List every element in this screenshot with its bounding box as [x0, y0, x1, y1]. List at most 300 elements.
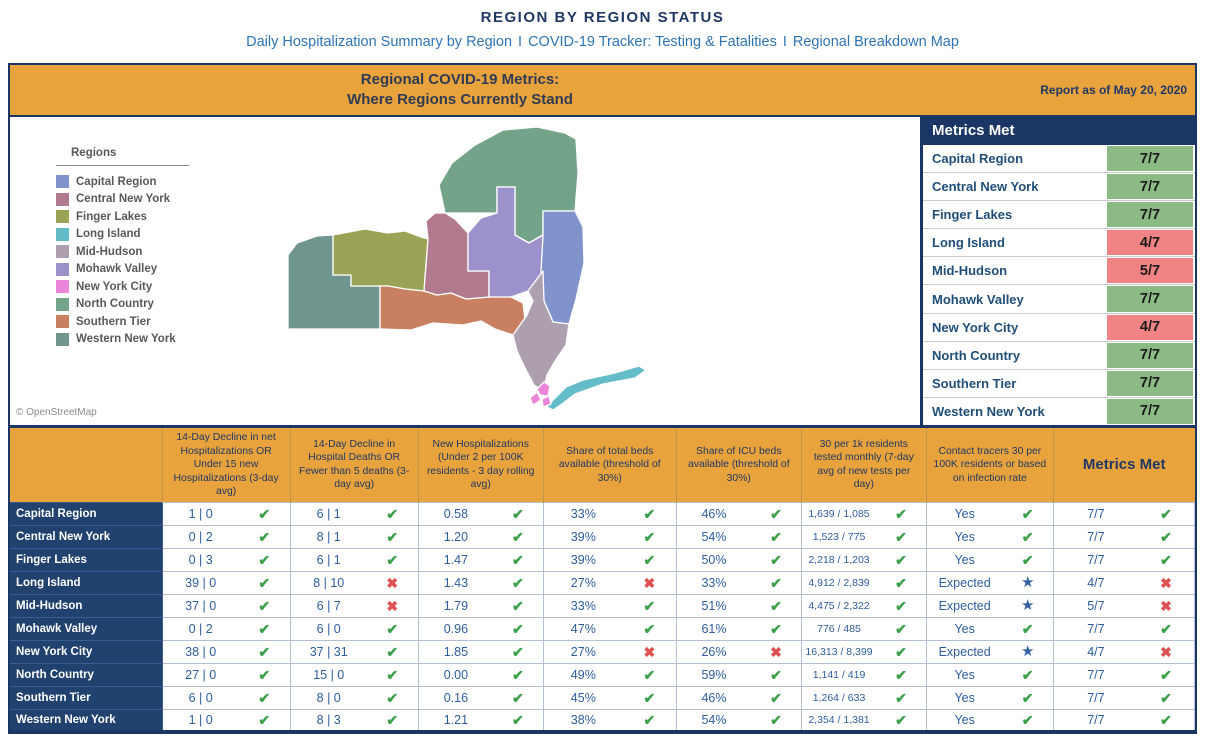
- ny-map: [285, 123, 650, 423]
- check-icon: ✔: [770, 689, 782, 706]
- check-icon: ✔: [1021, 505, 1034, 522]
- table-row-capital-region: [10, 502, 1195, 525]
- table-cell: [801, 548, 926, 571]
- metrics-met-region-label: New York City: [932, 319, 1019, 335]
- cell-value: 39 | 0: [185, 575, 217, 590]
- table-cell: [418, 640, 543, 663]
- banner-title: [10, 70, 910, 111]
- metrics-met-region-label: Finger Lakes: [932, 207, 1013, 223]
- table-cell: [543, 640, 676, 663]
- map-region-long-island[interactable]: [547, 366, 646, 410]
- table-cell: [290, 502, 418, 525]
- cell-value: 49%: [570, 667, 596, 682]
- table-cell: [162, 663, 290, 686]
- cell-value: 33%: [570, 506, 596, 521]
- banner-title-line1: Regional COVID-19 Metrics:: [360, 70, 560, 88]
- check-icon: ✔: [1021, 620, 1034, 637]
- table-cell: [162, 709, 290, 732]
- cell-value: 38 | 0: [185, 644, 217, 659]
- table-cell: [162, 594, 290, 617]
- cell-value: 0 | 2: [188, 529, 213, 544]
- table-cell: [290, 525, 418, 548]
- metrics-met-row-north-country: [923, 342, 1195, 370]
- metrics-met-row-southern-tier: [923, 370, 1195, 398]
- check-icon: ✔: [258, 597, 271, 614]
- legend-swatch-icon: [56, 263, 69, 276]
- metrics-met-row-central-new-york: [923, 173, 1195, 201]
- table-cell: [543, 548, 676, 571]
- table-cell: [162, 617, 290, 640]
- check-icon: ✔: [770, 666, 782, 683]
- table-cell: [418, 571, 543, 594]
- table-cell: [418, 663, 543, 686]
- map-region-new-york-city[interactable]: [530, 382, 551, 407]
- table-cell: [290, 663, 418, 686]
- table-body: [10, 502, 1195, 732]
- table-cell: [418, 502, 543, 525]
- cell-value: 6 | 0: [316, 621, 341, 636]
- table-cell: [543, 686, 676, 709]
- check-icon: ✔: [512, 689, 524, 706]
- cell-value: 4,475 / 2,322: [808, 599, 870, 612]
- check-icon: ✔: [1021, 689, 1034, 706]
- cell-value: 0.16: [443, 690, 469, 705]
- table-cell: [926, 548, 1053, 571]
- table-cell: [801, 594, 926, 617]
- check-icon: ✔: [512, 597, 524, 614]
- check-icon: ✔: [643, 597, 656, 614]
- cell-value: 0.96: [443, 621, 469, 636]
- cell-value: 61%: [701, 621, 727, 636]
- cell-value: 8 | 3: [316, 712, 341, 727]
- check-icon: ✔: [770, 505, 782, 522]
- nav-links: [0, 34, 1205, 50]
- metrics-met-region-label: Mid-Hudson: [932, 263, 1008, 279]
- check-icon: ✔: [643, 505, 656, 522]
- table-cell: [676, 502, 801, 525]
- check-icon: ✔: [386, 620, 399, 637]
- map-attribution: © OpenStreetMap: [16, 407, 97, 418]
- nav-link-separator: I: [782, 34, 787, 50]
- table-header-row: [10, 427, 1195, 503]
- legend-item-mohawk-valley: [56, 261, 189, 279]
- cell-value: 7/7: [1087, 552, 1105, 567]
- table-cell: [162, 571, 290, 594]
- cell-value: 1.47: [443, 552, 469, 567]
- table-cell: [801, 663, 926, 686]
- map-legend-items: [56, 173, 189, 348]
- cell-value: 1.21: [443, 712, 469, 727]
- table-cell: [162, 686, 290, 709]
- legend-item-new-york-city: [56, 278, 189, 296]
- metrics-met-row-capital-region: [923, 145, 1195, 173]
- table-cell: [290, 686, 418, 709]
- cell-value: 7/7: [1087, 506, 1105, 521]
- cell-value: Yes: [954, 529, 975, 544]
- cell-value: 27%: [570, 575, 596, 590]
- table-cell: [543, 525, 676, 548]
- cell-value: 6 | 0: [188, 690, 213, 705]
- cell-value: Yes: [954, 690, 975, 705]
- x-icon: ✖: [1160, 574, 1172, 591]
- check-icon: ✔: [258, 666, 271, 683]
- table-cell: [290, 594, 418, 617]
- check-icon: ✔: [386, 689, 399, 706]
- metrics-met-row-finger-lakes: [923, 201, 1195, 229]
- table-cell: [1053, 640, 1194, 663]
- cell-value: 1,141 / 419: [812, 668, 866, 681]
- star-icon: ★: [1020, 574, 1035, 592]
- cell-value: 51%: [701, 598, 727, 613]
- check-icon: ✔: [386, 528, 399, 545]
- table-cell: [801, 640, 926, 663]
- table-cell: [418, 594, 543, 617]
- check-icon: ✔: [1160, 528, 1172, 545]
- page-title: REGION BY REGION STATUS: [480, 9, 725, 26]
- table-cell: [543, 617, 676, 640]
- legend-swatch-icon: [56, 175, 69, 188]
- table-cell: [290, 709, 418, 732]
- table-row-long-island: [10, 571, 1195, 594]
- page-header: [0, 0, 1205, 50]
- metrics-met-panel: [923, 117, 1195, 425]
- cell-value: 7/7: [1087, 712, 1105, 727]
- table-cell: [1053, 525, 1194, 548]
- check-icon: ✔: [386, 551, 399, 568]
- table-cell: [801, 525, 926, 548]
- cell-value: 7/7: [1087, 667, 1105, 682]
- table-cell: [1053, 617, 1194, 640]
- table-region-label: Southern Tier: [10, 686, 162, 709]
- table-cell: [543, 594, 676, 617]
- metrics-met-region-label: Western New York: [932, 403, 1045, 419]
- x-icon: ✖: [1160, 643, 1172, 660]
- check-icon: ✔: [386, 711, 399, 728]
- cell-value: 1,639 / 1,085: [808, 507, 870, 520]
- check-icon: ✔: [1160, 620, 1172, 637]
- cell-value: 1.79: [443, 598, 469, 613]
- legend-divider: [56, 165, 189, 166]
- star-icon: ★: [1020, 597, 1035, 615]
- legend-item-western-new-york: [56, 331, 189, 349]
- nav-link-covid-tracker[interactable]: COVID-19 Tracker: Testing & Fatalities: [528, 34, 777, 50]
- table-cell: [801, 709, 926, 732]
- metrics-met-score-badge: 7/7: [1107, 174, 1193, 199]
- table-row-new-york-city: [10, 640, 1195, 663]
- table-cell: [926, 640, 1053, 663]
- check-icon: ✔: [386, 666, 399, 683]
- legend-swatch-icon: [56, 315, 69, 328]
- legend-label: Central New York: [76, 193, 171, 206]
- legend-item-long-island: [56, 226, 189, 244]
- check-icon: ✔: [258, 689, 271, 706]
- table-cell: [926, 525, 1053, 548]
- nav-link-regional-breakdown-map[interactable]: Regional Breakdown Map: [792, 34, 959, 50]
- table-row-western-new-york: [10, 709, 1195, 732]
- cell-value: 15 | 0: [313, 667, 345, 682]
- legend-label: Long Island: [76, 228, 141, 241]
- table-cell: [926, 686, 1053, 709]
- table-region-label: Finger Lakes: [10, 548, 162, 571]
- table-cell: [162, 640, 290, 663]
- cell-value: 39%: [570, 552, 596, 567]
- table-cell: [162, 502, 290, 525]
- legend-label: North Country: [76, 298, 154, 311]
- check-icon: ✔: [1160, 505, 1172, 522]
- table-cell: [926, 709, 1053, 732]
- metrics-met-score-badge: 7/7: [1107, 202, 1193, 227]
- x-icon: ✖: [386, 597, 399, 614]
- check-icon: ✔: [770, 528, 782, 545]
- nav-link-separator: I: [518, 34, 523, 50]
- cell-value: 7/7: [1087, 529, 1105, 544]
- check-icon: ✔: [386, 643, 399, 660]
- table-cell: [1053, 548, 1194, 571]
- metrics-met-score-badge: 4/7: [1107, 230, 1193, 255]
- check-icon: ✔: [1160, 551, 1172, 568]
- legend-label: Mid-Hudson: [76, 245, 143, 258]
- table-region-label: Central New York: [10, 525, 162, 548]
- check-icon: ✔: [643, 689, 656, 706]
- map-region-capital-region[interactable]: [541, 211, 584, 324]
- check-icon: ✔: [643, 711, 656, 728]
- metrics-met-panel-rows: [923, 145, 1195, 425]
- banner-title-line2: Where Regions Currently Stand: [347, 91, 573, 108]
- check-icon: ✔: [770, 574, 782, 591]
- metrics-met-score-badge: 7/7: [1107, 286, 1193, 311]
- table-header-col-1: 14-Day Decline in net Hospitalizations OR Under 15 new Hospitalizations (3-day avg): [162, 427, 290, 503]
- table-cell: [676, 617, 801, 640]
- cell-value: Yes: [954, 552, 975, 567]
- cell-value: 54%: [701, 529, 727, 544]
- cell-value: 46%: [701, 690, 727, 705]
- legend-label: Capital Region: [76, 175, 157, 188]
- check-icon: ✔: [770, 551, 782, 568]
- metrics-met-score-badge: 5/7: [1107, 258, 1193, 283]
- table-region-label: Mid-Hudson: [10, 594, 162, 617]
- check-icon: ✔: [1021, 711, 1034, 728]
- check-icon: ✔: [1160, 689, 1172, 706]
- map-and-metrics-section: [10, 115, 1195, 425]
- cell-value: 45%: [570, 690, 596, 705]
- table-cell: [1053, 686, 1194, 709]
- table-row-north-country: [10, 663, 1195, 686]
- table-row-mohawk-valley: [10, 617, 1195, 640]
- cell-value: 8 | 1: [316, 529, 341, 544]
- table-cell: [676, 709, 801, 732]
- metrics-met-score-badge: 7/7: [1107, 343, 1193, 368]
- x-icon: ✖: [1160, 597, 1172, 614]
- metrics-met-panel-header: Metrics Met: [923, 117, 1195, 145]
- banner: [10, 65, 1195, 115]
- table-cell: [1053, 571, 1194, 594]
- x-icon: ✖: [770, 643, 782, 660]
- check-icon: ✔: [770, 597, 782, 614]
- cell-value: 4/7: [1087, 644, 1105, 659]
- cell-value: Expected: [938, 644, 991, 659]
- table-region-label: Long Island: [10, 571, 162, 594]
- check-icon: ✔: [895, 574, 907, 591]
- cell-value: 39%: [570, 529, 596, 544]
- cell-value: 776 / 485: [817, 622, 861, 635]
- cell-value: 37 | 0: [185, 598, 217, 613]
- check-icon: ✔: [512, 551, 524, 568]
- metrics-met-score-badge: 7/7: [1107, 371, 1193, 396]
- cell-value: 7/7: [1087, 690, 1105, 705]
- map-legend: [56, 147, 189, 348]
- cell-value: 33%: [570, 598, 596, 613]
- cell-value: 0.00: [443, 667, 469, 682]
- table-cell: [676, 594, 801, 617]
- metrics-met-region-label: Mohawk Valley: [932, 291, 1024, 307]
- table-cell: [1053, 663, 1194, 686]
- table-cell: [926, 617, 1053, 640]
- cell-value: 6 | 1: [316, 506, 341, 521]
- table-cell: [162, 548, 290, 571]
- table-row-mid-hudson: [10, 594, 1195, 617]
- cell-value: Yes: [954, 506, 975, 521]
- legend-item-central-new-york: [56, 191, 189, 209]
- metrics-met-score-badge: 4/7: [1107, 315, 1193, 340]
- x-icon: ✖: [386, 574, 399, 591]
- cell-value: 8 | 10: [313, 575, 345, 590]
- cell-value: 1.85: [443, 644, 469, 659]
- table-cell: [418, 617, 543, 640]
- table-cell: [926, 594, 1053, 617]
- check-icon: ✔: [258, 505, 271, 522]
- metrics-met-region-label: Long Island: [932, 235, 1005, 251]
- table-header-col-3: New Hospitalizations (Under 2 per 100K residents - 3 day rolling avg): [418, 427, 543, 503]
- table-cell: [543, 663, 676, 686]
- table-header-col-8: Metrics Met: [1053, 427, 1194, 503]
- cell-value: 2,354 / 1,381: [808, 713, 870, 726]
- legend-swatch-icon: [56, 193, 69, 206]
- legend-item-mid-hudson: [56, 243, 189, 261]
- cell-value: 37 | 31: [309, 644, 348, 659]
- table-region-label: Mohawk Valley: [10, 617, 162, 640]
- table-cell: [801, 571, 926, 594]
- cell-value: 1,264 / 633: [812, 691, 866, 704]
- table-cell: [676, 640, 801, 663]
- check-icon: ✔: [386, 505, 399, 522]
- table-cell: [926, 663, 1053, 686]
- table-cell: [418, 548, 543, 571]
- table-header-col-5: Share of ICU beds available (threshold of 30%): [676, 427, 801, 503]
- metrics-met-score-badge: 7/7: [1107, 146, 1193, 171]
- check-icon: ✔: [895, 620, 907, 637]
- cell-value: 27%: [570, 644, 596, 659]
- check-icon: ✔: [770, 620, 782, 637]
- check-icon: ✔: [512, 574, 524, 591]
- cell-value: 47%: [570, 621, 596, 636]
- cell-value: Expected: [938, 598, 991, 613]
- table-row-finger-lakes: [10, 548, 1195, 571]
- table-cell: [926, 502, 1053, 525]
- legend-item-capital-region: [56, 173, 189, 191]
- metrics-met-score-badge: 7/7: [1107, 399, 1193, 424]
- cell-value: 0 | 3: [188, 552, 213, 567]
- cell-value: 6 | 1: [316, 552, 341, 567]
- check-icon: ✔: [512, 528, 524, 545]
- cell-value: 8 | 0: [316, 690, 341, 705]
- cell-value: 0 | 2: [188, 621, 213, 636]
- check-icon: ✔: [895, 551, 907, 568]
- cell-value: 0.58: [443, 506, 469, 521]
- check-icon: ✔: [258, 528, 271, 545]
- table-cell: [543, 571, 676, 594]
- check-icon: ✔: [895, 505, 907, 522]
- table-header-col-6: 30 per 1k residents tested monthly (7-day avg of new tests per day): [801, 427, 926, 503]
- dashboard: [8, 63, 1197, 734]
- cell-value: 1,523 / 775: [812, 530, 866, 543]
- cell-value: 1.20: [443, 529, 469, 544]
- table-region-label: Western New York: [10, 709, 162, 732]
- cell-value: 1.43: [443, 575, 469, 590]
- legend-label: Southern Tier: [76, 315, 151, 328]
- table-cell: [676, 548, 801, 571]
- legend-swatch-icon: [56, 210, 69, 223]
- nav-link-hospitalization-summary[interactable]: Daily Hospitalization Summary by Region: [246, 34, 513, 50]
- cell-value: 6 | 7: [316, 598, 341, 613]
- metrics-met-region-label: North Country: [932, 347, 1021, 363]
- table-cell: [418, 525, 543, 548]
- check-icon: ✔: [643, 551, 656, 568]
- table-cell: [418, 686, 543, 709]
- legend-label: Finger Lakes: [76, 210, 147, 223]
- legend-swatch-icon: [56, 298, 69, 311]
- table-region-label: Capital Region: [10, 502, 162, 525]
- check-icon: ✔: [1160, 666, 1172, 683]
- cell-value: 59%: [701, 667, 727, 682]
- table-cell: [801, 502, 926, 525]
- check-icon: ✔: [258, 574, 271, 591]
- report-date: Report as of May 20, 2020: [1040, 83, 1187, 97]
- cell-value: 7/7: [1087, 621, 1105, 636]
- metrics-met-region-label: Capital Region: [932, 151, 1024, 167]
- metrics-met-region-label: Southern Tier: [932, 375, 1017, 391]
- check-icon: ✔: [1021, 551, 1034, 568]
- check-icon: ✔: [512, 666, 524, 683]
- table-header-region: [10, 427, 162, 503]
- metrics-met-row-mohawk-valley: [923, 285, 1195, 313]
- table-row-southern-tier: [10, 686, 1195, 709]
- check-icon: ✔: [895, 528, 907, 545]
- cell-value: 38%: [570, 712, 596, 727]
- table-cell: [1053, 709, 1194, 732]
- table-cell: [676, 663, 801, 686]
- table-cell: [290, 640, 418, 663]
- check-icon: ✔: [512, 711, 524, 728]
- metrics-met-row-long-island: [923, 229, 1195, 257]
- check-icon: ✔: [643, 528, 656, 545]
- cell-value: Expected: [938, 575, 991, 590]
- check-icon: ✔: [895, 711, 907, 728]
- table-cell: [290, 548, 418, 571]
- cell-value: 46%: [701, 506, 727, 521]
- table-cell: [418, 709, 543, 732]
- check-icon: ✔: [512, 505, 524, 522]
- x-icon: ✖: [643, 643, 656, 660]
- check-icon: ✔: [895, 597, 907, 614]
- cell-value: 16,313 / 8,399: [805, 645, 873, 658]
- table-cell: [543, 502, 676, 525]
- check-icon: ✔: [770, 711, 782, 728]
- cell-value: 1 | 0: [188, 506, 213, 521]
- cell-value: 33%: [701, 575, 727, 590]
- cell-value: 4/7: [1087, 575, 1105, 590]
- cell-value: 50%: [701, 552, 727, 567]
- table-cell: [1053, 594, 1194, 617]
